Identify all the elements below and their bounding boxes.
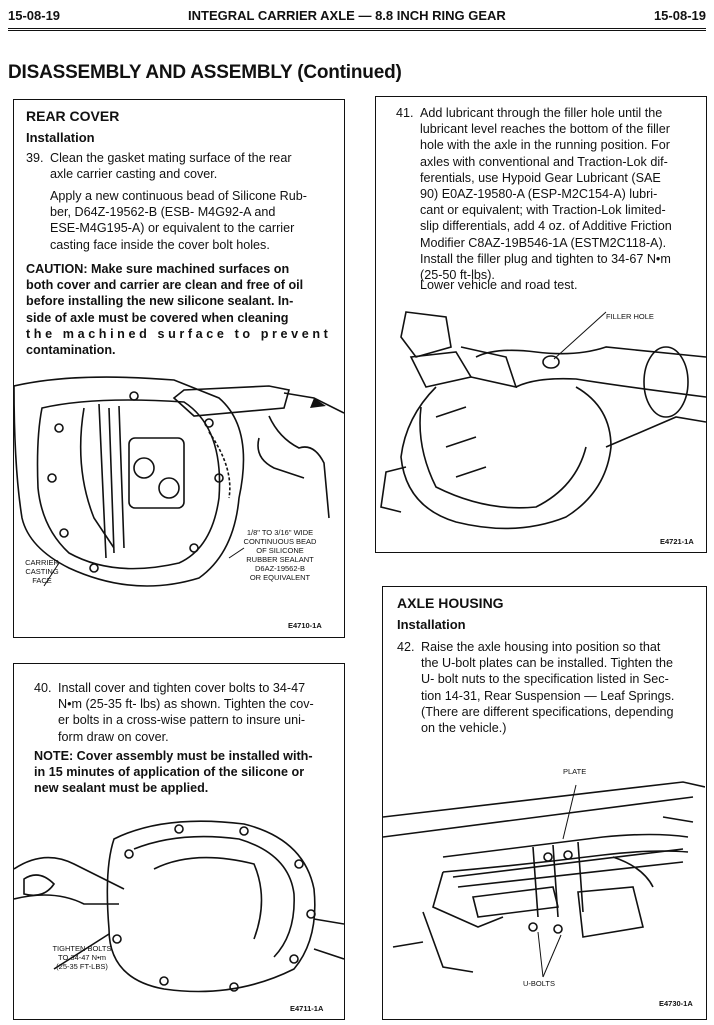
paragraph-line: Apply a new continuous bead of Silicone Rub- [50, 189, 307, 203]
page-number-right: 15-08-19 [653, 8, 706, 23]
step-40-line: form draw on cover. [58, 729, 169, 744]
page-number-left: 15-08-19 [8, 8, 61, 23]
step-41-number: 41. [396, 106, 414, 120]
step-41-line: slip differentials, add 4 oz. of Additive Friction [420, 219, 672, 234]
label-line: 1/8" TO 3/16" WIDE [246, 528, 314, 537]
figure-id: E4710-1A [288, 621, 322, 630]
paragraph-line: casting face inside the cover bolt holes. [50, 237, 270, 252]
step-40-line: N•m (25-35 ft- lbs) as shown. Tighten the cov- [58, 697, 314, 712]
filler-hole-label: FILLER HOLE [606, 312, 654, 321]
rear-cover-box [13, 99, 345, 638]
step-39-number: 39. [26, 151, 44, 165]
step-42-line: on the vehicle.) [421, 721, 507, 736]
axle-housing-heading: AXLE HOUSING [397, 595, 504, 611]
step-42-line: the U-bolt plates can be installed. Tighten the [421, 656, 674, 671]
step-41-paragraph: Lower vehicle and road test. [420, 278, 578, 292]
note-line: NOTE: Cover assembly must be installed with- [34, 749, 313, 763]
note-block [34, 748, 342, 797]
label-line: RUBBER SEALANT [246, 555, 314, 564]
cover-install-illustration [14, 809, 344, 1019]
step-41-line: Install the filler plug and tighten to 34-67 N•m [420, 251, 671, 266]
caution-block [26, 261, 342, 358]
section-title: DISASSEMBLY AND ASSEMBLY (Continued) [8, 62, 402, 83]
step-41-line: Add lubricant through the filler hole until the [420, 106, 663, 120]
step-41-line: Modifier C8AZ-19B546-1A (ESTM2C118-A). [420, 235, 667, 250]
step-42-line: (There are different specifications, depending [421, 704, 674, 719]
caution-line: before installing the new silicone sealant. In- [26, 294, 294, 309]
figure-id: E4730-1A [659, 999, 693, 1008]
step-40-line: Install cover and tighten cover bolts to 34-47 [58, 681, 306, 695]
step-41-line: cant or equivalent; with Traction-Lok limited- [420, 203, 666, 218]
header-rule [8, 28, 706, 31]
step-40-line: er bolts in a cross-wise pattern to insure uni- [58, 713, 306, 728]
caution-line: the machined surface to prevent [26, 326, 332, 341]
axle-housing-box [382, 586, 707, 1020]
step-42-number: 42. [397, 640, 415, 654]
label-line: OR EQUIVALENT [249, 573, 311, 582]
step-40-number: 40. [34, 681, 52, 695]
axle-housing-subheading: Installation [397, 617, 466, 632]
step-41-line: hole with the axle in the running position. For [420, 138, 670, 153]
note-line: in 15 minutes of application of the silicone or [34, 765, 305, 780]
step-39-line: Clean the gasket mating surface of the rear [50, 151, 292, 165]
caution-line: CAUTION: Make sure machined surfaces on [26, 262, 290, 276]
page-header-title: INTEGRAL CARRIER AXLE — 8.8 INCH RING GEAR [188, 8, 506, 23]
step-41-line: (25-50 ft-lbs). [420, 268, 495, 283]
tighten-bolts-label [40, 944, 124, 971]
sealant-bead-label [222, 528, 338, 582]
label-line: TIGHTEN BOLTS [52, 944, 112, 953]
step-41-box [375, 96, 707, 553]
note-line: new sealant must be applied. [34, 781, 209, 796]
step-41-line: axles with conventional and Traction-Lok dif- [420, 154, 668, 169]
step-42-line: Raise the axle housing into position so that [421, 640, 661, 654]
caution-line: side of axle must be covered when cleaning [26, 310, 289, 325]
carrier-casting-label [18, 558, 66, 585]
step-41-line: lubricant level reaches the bottom of the filler [420, 122, 670, 137]
step-42 [397, 639, 702, 739]
label-line: (25-35 FT-LBS) [56, 962, 108, 971]
caution-line: contamination. [26, 343, 116, 358]
label-line: CARRIER [25, 558, 59, 567]
rear-cover-subheading: Installation [26, 130, 95, 145]
step-39-line: axle carrier casting and cover. [50, 167, 218, 182]
u-bolts-label: U-BOLTS [523, 979, 555, 988]
paragraph-line: ESE-M4G195-A) or equivalent to the carrier [50, 221, 295, 236]
paragraph-line: ber, D64Z-19562-B (ESB- M4G92-A and [50, 205, 276, 220]
plate-label: PLATE [563, 767, 587, 776]
filler-hole-illustration [376, 307, 706, 552]
label-line: OF SILICONE [256, 546, 304, 555]
step-40-box [13, 663, 345, 1020]
step-39 [26, 150, 338, 184]
caution-line: both cover and carrier are clean and free of oil [26, 278, 304, 293]
step-42-line: U- bolt nuts to the specification listed in Sec- [421, 672, 669, 687]
label-line: TO 34-47 N•m [58, 953, 106, 962]
rear-cover-heading: REAR COVER [26, 108, 120, 124]
step-41 [396, 105, 701, 285]
figure-id: E4721-1A [660, 537, 694, 546]
step-41-line: 90) E0AZ-19580-A (ESP-M2C154-A) lubri- [420, 187, 658, 202]
label-line: CONTINUOUS BEAD [243, 537, 317, 546]
step-40 [34, 680, 339, 748]
step-39-paragraph [50, 188, 340, 253]
carrier-casting-illustration [14, 368, 344, 638]
label-line: CASTING [25, 567, 59, 576]
step-41-line: ferentials, use Hypoid Gear Lubricant (SAE [420, 170, 661, 185]
label-line: D6AZ-19562-B [254, 564, 306, 573]
step-42-line: tion 14-31, Rear Suspension — Leaf Springs. [421, 688, 675, 703]
figure-id: E4711-1A [290, 1004, 324, 1013]
label-line: FACE [32, 576, 52, 585]
